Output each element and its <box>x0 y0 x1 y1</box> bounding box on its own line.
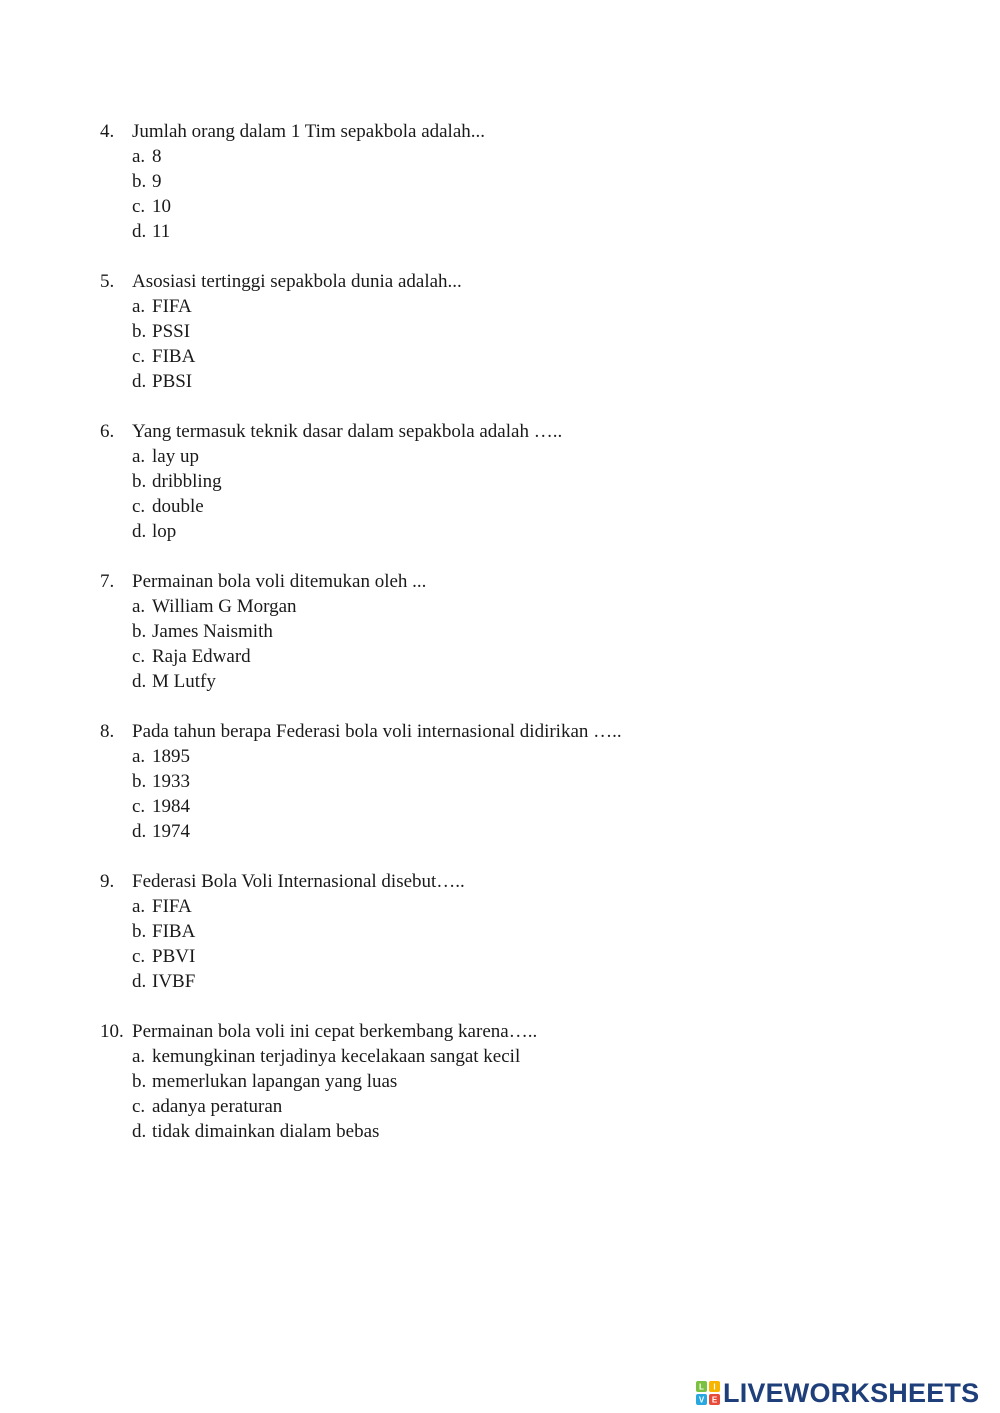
option-letter: a. <box>132 296 146 317</box>
answer-option <box>132 944 920 969</box>
option-letter: b. <box>132 171 147 192</box>
option-list <box>100 594 920 694</box>
option-letter: b. <box>132 471 147 492</box>
option-letter: a. <box>132 1046 146 1067</box>
option-text: memerlukan lapangan yang luas <box>152 1071 398 1092</box>
answer-option <box>132 769 920 794</box>
option-letter: c. <box>132 1096 146 1117</box>
option-text: lay up <box>152 446 199 467</box>
option-text: FIFA <box>152 896 192 917</box>
option-letter: c. <box>132 646 146 667</box>
answer-option <box>132 219 920 244</box>
option-text: PBVI <box>152 946 196 967</box>
answer-option <box>132 794 920 819</box>
answer-option <box>132 169 920 194</box>
question-item <box>100 719 920 844</box>
answer-option <box>132 494 920 519</box>
option-letter: a. <box>132 146 146 167</box>
option-letter: b. <box>132 321 147 342</box>
question-text: Yang termasuk teknik dasar dalam sepakbola adalah ….. <box>132 421 563 442</box>
option-text: Raja Edward <box>152 646 251 667</box>
question-number: 9. <box>100 871 115 892</box>
option-letter: d. <box>132 1121 147 1142</box>
option-letter: d. <box>132 971 147 992</box>
option-text: James Naismith <box>152 621 273 642</box>
question-number: 6. <box>100 421 115 442</box>
option-text: kemungkinan terjadinya kecelakaan sangat kecil <box>152 1046 521 1067</box>
question-line <box>100 569 920 594</box>
question-line <box>100 1019 920 1044</box>
svg-text:I: I <box>713 1382 716 1392</box>
option-letter: a. <box>132 446 146 467</box>
answer-option <box>132 619 920 644</box>
option-text: 1895 <box>152 746 190 767</box>
option-letter: c. <box>132 496 146 517</box>
answer-option <box>132 744 920 769</box>
question-line <box>100 269 920 294</box>
answer-option <box>132 369 920 394</box>
answer-option <box>132 469 920 494</box>
answer-option <box>132 344 920 369</box>
option-letter: c. <box>132 346 146 367</box>
option-letter: d. <box>132 521 147 542</box>
question-item <box>100 269 920 394</box>
option-text: 8 <box>152 146 162 167</box>
answer-option <box>132 194 920 219</box>
question-number: 10. <box>100 1021 124 1042</box>
answer-option <box>132 969 920 994</box>
answer-option <box>132 819 920 844</box>
answer-option <box>132 1119 920 1144</box>
option-text: FIBA <box>152 921 196 942</box>
option-list <box>100 444 920 544</box>
option-text: William G Morgan <box>152 596 297 617</box>
question-text: Jumlah orang dalam 1 Tim sepakbola adalah... <box>132 121 486 142</box>
svg-text:E: E <box>711 1395 718 1405</box>
question-text: Permainan bola voli ini cepat berkembang karena….. <box>132 1021 538 1042</box>
question-item <box>100 119 920 244</box>
question-text: Federasi Bola Voli Internasional disebut….. <box>132 871 465 892</box>
option-text: FIFA <box>152 296 192 317</box>
option-letter: b. <box>132 621 147 642</box>
option-letter: a. <box>132 746 146 767</box>
option-letter: c. <box>132 946 146 967</box>
option-text: 1974 <box>152 821 190 842</box>
question-number: 4. <box>100 121 115 142</box>
option-letter: a. <box>132 596 146 617</box>
answer-option <box>132 594 920 619</box>
liveworksheets-logo <box>696 1376 979 1410</box>
liveworksheets-logo-icon <box>696 1381 720 1405</box>
svg-text:L: L <box>699 1382 704 1392</box>
question-line <box>100 119 920 144</box>
question-text: Pada tahun berapa Federasi bola voli internasional didirikan ….. <box>132 721 622 742</box>
option-letter: c. <box>132 196 146 217</box>
option-text: 1984 <box>152 796 190 817</box>
option-text: adanya peraturan <box>152 1096 283 1117</box>
option-text: 10 <box>152 196 171 217</box>
option-text: lop <box>152 521 177 542</box>
answer-option <box>132 144 920 169</box>
option-text: PSSI <box>152 321 191 342</box>
option-text: M Lutfy <box>152 671 216 692</box>
logo-text: LIVEWORKSHEETS <box>723 1378 980 1408</box>
answer-option <box>132 1069 920 1094</box>
question-item <box>100 419 920 544</box>
option-text: dribbling <box>152 471 222 492</box>
question-number: 5. <box>100 271 115 292</box>
answer-option <box>132 669 920 694</box>
answer-option <box>132 319 920 344</box>
option-letter: b. <box>132 921 147 942</box>
answer-option <box>132 919 920 944</box>
option-list <box>100 744 920 844</box>
option-text: PBSI <box>152 371 193 392</box>
option-text: IVBF <box>152 971 196 992</box>
question-number: 8. <box>100 721 115 742</box>
svg-text:V: V <box>698 1395 705 1405</box>
option-text: 11 <box>152 221 171 242</box>
question-list <box>100 119 920 1169</box>
question-line <box>100 869 920 894</box>
option-text: tidak dimainkan dialam bebas <box>152 1121 380 1142</box>
question-number: 7. <box>100 571 115 592</box>
question-text: Asosiasi tertinggi sepakbola dunia adalah... <box>132 271 462 292</box>
question-item <box>100 569 920 694</box>
question-line <box>100 419 920 444</box>
answer-option <box>132 444 920 469</box>
option-text: 9 <box>152 171 162 192</box>
question-item <box>100 869 920 994</box>
option-letter: d. <box>132 221 147 242</box>
answer-option <box>132 894 920 919</box>
option-letter: b. <box>132 1071 147 1092</box>
answer-option <box>132 644 920 669</box>
option-list <box>100 1044 920 1144</box>
option-letter: d. <box>132 671 147 692</box>
question-text: Permainan bola voli ditemukan oleh ... <box>132 571 427 592</box>
option-letter: a. <box>132 896 146 917</box>
option-letter: b. <box>132 771 147 792</box>
option-letter: d. <box>132 821 147 842</box>
option-letter: d. <box>132 371 147 392</box>
question-item <box>100 1019 920 1144</box>
answer-option <box>132 1094 920 1119</box>
option-letter: c. <box>132 796 146 817</box>
option-list <box>100 294 920 394</box>
question-line <box>100 719 920 744</box>
option-text: double <box>152 496 204 517</box>
option-text: 1933 <box>152 771 190 792</box>
answer-option <box>132 1044 920 1069</box>
option-list <box>100 144 920 244</box>
option-text: FIBA <box>152 346 196 367</box>
answer-option <box>132 519 920 544</box>
answer-option <box>132 294 920 319</box>
option-list <box>100 894 920 994</box>
